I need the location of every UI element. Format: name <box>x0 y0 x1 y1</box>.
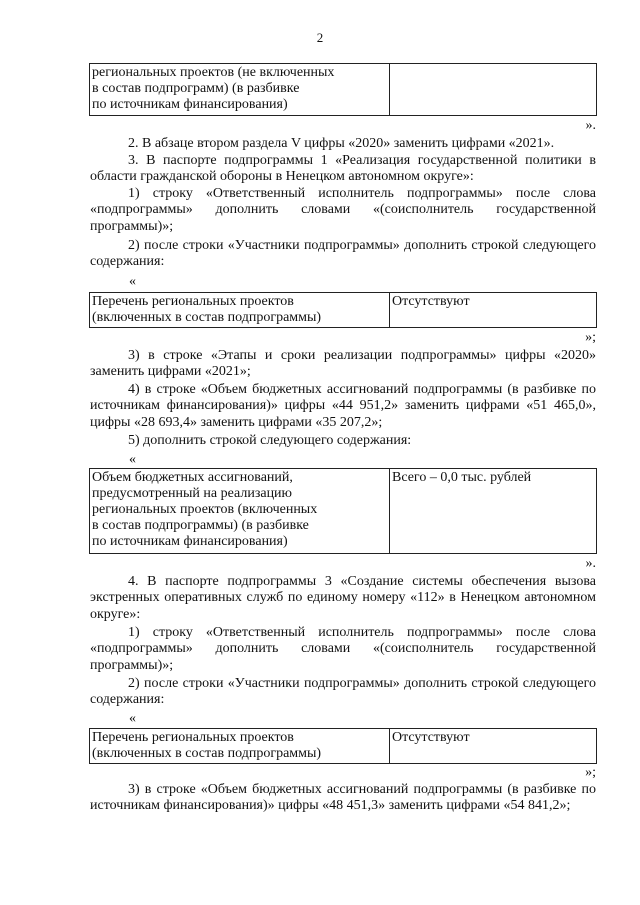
paragraph-4-item-1: 1) строку «Ответственный исполнитель подпрограммы» после слова «подпрограммы» дополнить словами «(соисполнитель государственной программы)»; <box>90 625 596 673</box>
closing-quote: »; <box>585 330 596 345</box>
paragraph-3: 3. В паспорте подпрограммы 1 «Реализация государственной политики в области гражданской обороны в Ненецком автономном округе»: <box>90 153 596 185</box>
opening-quote: « <box>129 452 136 467</box>
table-cell-label <box>90 293 390 328</box>
paragraph-3-item-4: 4) в строке «Объем бюджетных ассигнований подпрограммы (в разбивке по источникам финансирования)» цифры «44 951,2» заменить цифрами «51 465,0», цифры «28 693,4» заменить цифрами «35 207,2»; <box>90 382 596 430</box>
table-row <box>90 469 597 554</box>
cell-line: региональных проектов (включенных <box>92 502 318 517</box>
cell-line: по источникам финансирования) <box>92 97 288 112</box>
table-regional-projects-list-2 <box>89 728 597 764</box>
table-cell-value: Отсутствуют <box>390 729 597 764</box>
table-row <box>90 293 597 328</box>
table-regional-projects-list <box>89 292 597 328</box>
closing-quote: »; <box>585 765 596 780</box>
paragraph-4-item-3: 3) в строке «Объем бюджетных ассигнований подпрограммы (в разбивке по источникам финансирования)» цифры «48 451,3» заменить цифрами «54 841,2»; <box>90 782 596 814</box>
table-cell-value: Отсутствуют <box>390 293 597 328</box>
paragraph-2: 2. В абзаце втором раздела V цифры «2020» заменить цифрами «2021». <box>128 136 555 151</box>
cell-line: предусмотренный на реализацию <box>92 486 293 501</box>
closing-quote: ». <box>585 118 596 133</box>
table-cell-label <box>90 729 390 764</box>
cell-line: региональных проектов (не включенных <box>92 65 335 80</box>
table-cell-value <box>390 64 597 116</box>
cell-line: в состав подпрограмм) (в разбивке <box>92 81 300 96</box>
table-cell-label <box>90 469 390 554</box>
table-budget-allocations <box>89 468 597 554</box>
paragraph-3-item-1: 1) строку «Ответственный исполнитель подпрограммы» после слова «подпрограммы» дополнить словами «(соисполнитель государственной программы)»; <box>90 186 596 234</box>
table-cell-label <box>90 64 390 116</box>
opening-quote: « <box>129 274 136 289</box>
paragraph-3-item-5: 5) дополнить строкой следующего содержания: <box>128 433 412 448</box>
cell-line: (включенных в состав подпрограммы) <box>92 310 322 325</box>
table-regional-projects-funding <box>89 63 597 116</box>
cell-line: в состав подпрограммы) (в разбивке <box>92 518 309 533</box>
paragraph-4: 4. В паспорте подпрограммы 3 «Создание системы обеспечения вызова экстренных оперативных служб по единому номеру «112» в Ненецком автономном округе»: <box>90 574 596 622</box>
paragraph-4-item-2: 2) после строки «Участники подпрограммы» дополнить строкой следующего содержания: <box>90 676 596 708</box>
cell-line: по источникам финансирования) <box>92 534 288 549</box>
closing-quote: ». <box>585 556 596 571</box>
table-cell-value: Всего – 0,0 тыс. рублей <box>390 469 597 554</box>
cell-line: Перечень региональных проектов <box>92 730 294 745</box>
page-number: 2 <box>316 30 324 45</box>
cell-line: Объем бюджетных ассигнований, <box>92 470 293 485</box>
cell-line: Перечень региональных проектов <box>92 294 294 309</box>
paragraph-3-item-2: 2) после строки «Участники подпрограммы» дополнить строкой следующего содержания: <box>90 238 596 270</box>
table-row <box>90 64 597 116</box>
table-row <box>90 729 597 764</box>
paragraph-3-item-3: 3) в строке «Этапы и сроки реализации подпрограммы» цифры «2020» заменить цифрами «2021»; <box>90 348 596 380</box>
opening-quote: « <box>129 711 136 726</box>
cell-line: (включенных в состав подпрограммы) <box>92 746 322 761</box>
